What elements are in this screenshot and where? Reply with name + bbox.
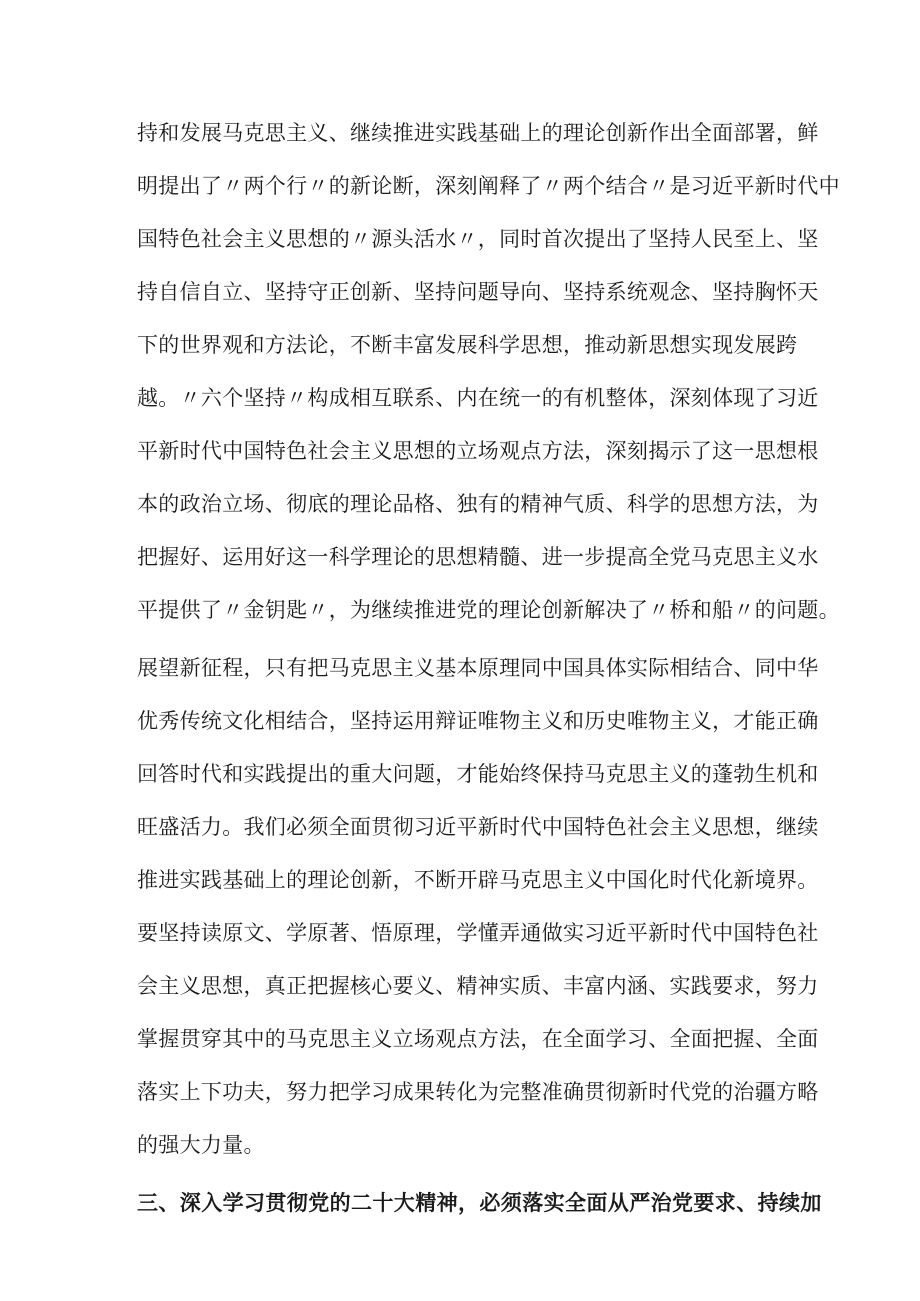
text-line: 本的政治立场、彻底的理论品格、独有的精神气质、科学的思想方法，为: [137, 492, 819, 516]
text-line: 把握好、运用好这一科学理论的思想精髓、进一步提高全党马克思主义水: [137, 545, 819, 569]
text-line: 要坚持读原文、学原著、悟原理，学懂弄通做实习近平新时代中国特色社: [137, 921, 819, 945]
text-line: 旺盛活力。我们必须全面贯彻习近平新时代中国特色社会主义思想，继续: [137, 815, 819, 839]
text-line: 越。〃六个坚持〃构成相互联系、内在统一的有机整体，深刻体现了习近: [137, 386, 819, 410]
text-line: 展望新征程，只有把马克思主义基本原理同中国具体实际相结合、同中华: [137, 656, 819, 680]
text-line: 持和发展马克思主义、继续推进实践基础上的理论创新作出全面部署，鲜: [137, 121, 819, 145]
section-heading: 三、深入学习贯彻党的二十大精神，必须落实全面从严治党要求、持续加: [137, 1190, 822, 1215]
text-line: 推进实践基础上的理论创新，不断开辟马克思主义中国化时代化新境界。: [137, 868, 819, 892]
text-line: 掌握贯穿其中的马克思主义立场观点方法，在全面学习、全面把握、全面: [137, 1027, 819, 1051]
text-line: 回答时代和实践提出的重大问题，才能始终保持马克思主义的蓬勃生机和: [137, 762, 819, 786]
text-line: 优秀传统文化相结合，坚持运用辩证唯物主义和历史唯物主义，才能正确: [137, 709, 819, 733]
text-line: 平新时代中国特色社会主义思想的立场观点方法，深刻揭示了这一思想根: [137, 439, 819, 463]
text-line: 的强大力量。: [137, 1133, 265, 1157]
text-line: 会主义思想，真正把握核心要义、精神实质、丰富内涵、实践要求，努力: [137, 974, 819, 998]
text-line: 持自信自立、坚持守正创新、坚持问题导向、坚持系统观念、坚持胸怀天: [137, 280, 819, 304]
text-line: 平提供了〃金钥匙〃，为继续推进党的理论创新解决了〃桥和船〃的问题。: [137, 598, 840, 622]
text-line: 明提出了〃两个行〃的新论断，深刻阐释了〃两个结合〃是习近平新时代中: [137, 174, 840, 198]
text-line: 落实上下功夫，努力把学习成果转化为完整准确贯彻新时代党的治疆方略: [137, 1080, 819, 1104]
text-line: 下的世界观和方法论，不断丰富发展科学思想，推动新思想实现发展跨: [137, 333, 798, 357]
text-line: 国特色社会主义思想的〃源头活水〃，同时首次提出了坚持人民至上、坚: [137, 227, 819, 251]
